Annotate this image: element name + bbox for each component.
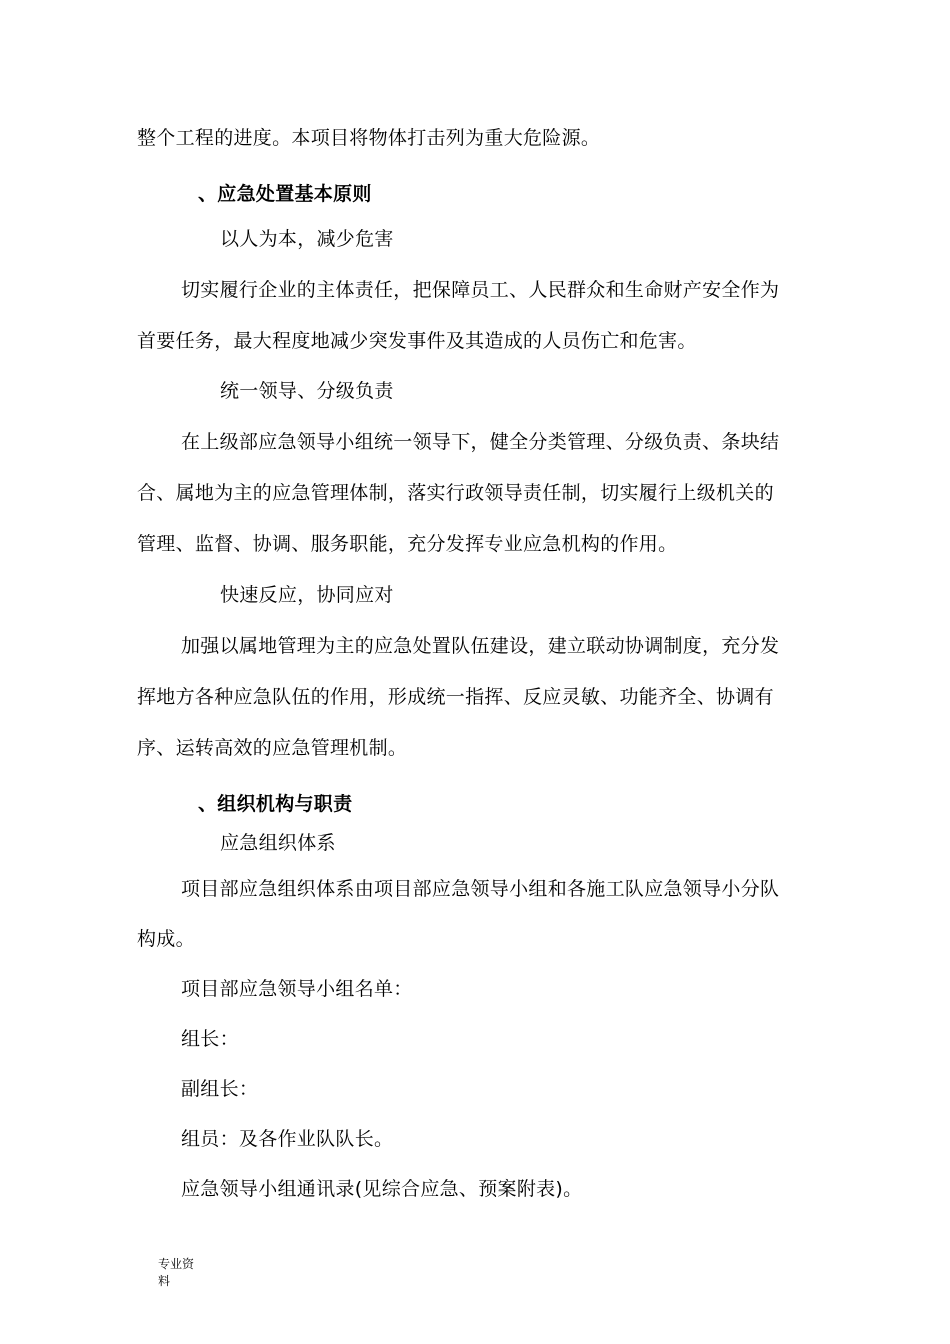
paragraph-line: 整个工程的进度。本项目将物体打击列为重大危险源。: [137, 127, 601, 149]
footer-text: 专业资: [158, 1257, 195, 1271]
list-item: 应急领导小组通讯录(见综合应急、预案附表)。: [181, 1178, 583, 1200]
paragraph-line: 合、属地为主的应急管理体制，落实行政领导责任制，切实履行上级机关的: [137, 482, 774, 504]
paragraph-line: 在上级部应急领导小组统一领导下，健全分类管理、分级负责、条块结: [181, 431, 780, 453]
section-heading: 、应急处置基本原则: [198, 183, 372, 205]
subsection-heading: 以人为本，减少危害: [220, 228, 394, 250]
subsection-heading: 快速反应，协同应对: [220, 584, 394, 606]
footer-text: 料: [158, 1274, 171, 1288]
paragraph-line: 序、运转高效的应急管理机制。: [137, 737, 408, 759]
list-item: 组长：: [181, 1028, 239, 1050]
section-heading: 、组织机构与职责: [198, 793, 353, 815]
subsection-heading: 统一领导、分级负责: [220, 380, 394, 402]
paragraph-line: 管理、监督、协调、服务职能，充分发挥专业应急机构的作用。: [137, 533, 678, 555]
paragraph-line: 构成。: [137, 928, 195, 950]
paragraph-line: 加强以属地管理为主的应急处置队伍建设，建立联动协调制度，充分发: [181, 635, 780, 657]
list-item: 组员：及各作业队队长。: [181, 1128, 394, 1150]
paragraph-line: 切实履行企业的主体责任，把保障员工、人民群众和生命财产安全作为: [181, 279, 780, 301]
subsection-heading: 应急组织体系: [220, 832, 336, 854]
list-item: 副组长：: [181, 1078, 259, 1100]
paragraph-line: 首要任务，最大程度地减少突发事件及其造成的人员伤亡和危害。: [137, 330, 697, 352]
list-item: 项目部应急领导小组名单：: [181, 978, 413, 1000]
paragraph-line: 项目部应急组织体系由项目部应急领导小组和各施工队应急领导小分队: [181, 878, 780, 900]
page-footer: [158, 1256, 206, 1290]
paragraph-line: 挥地方各种应急队伍的作用，形成统一指挥、反应灵敏、功能齐全、协调有: [137, 686, 774, 708]
